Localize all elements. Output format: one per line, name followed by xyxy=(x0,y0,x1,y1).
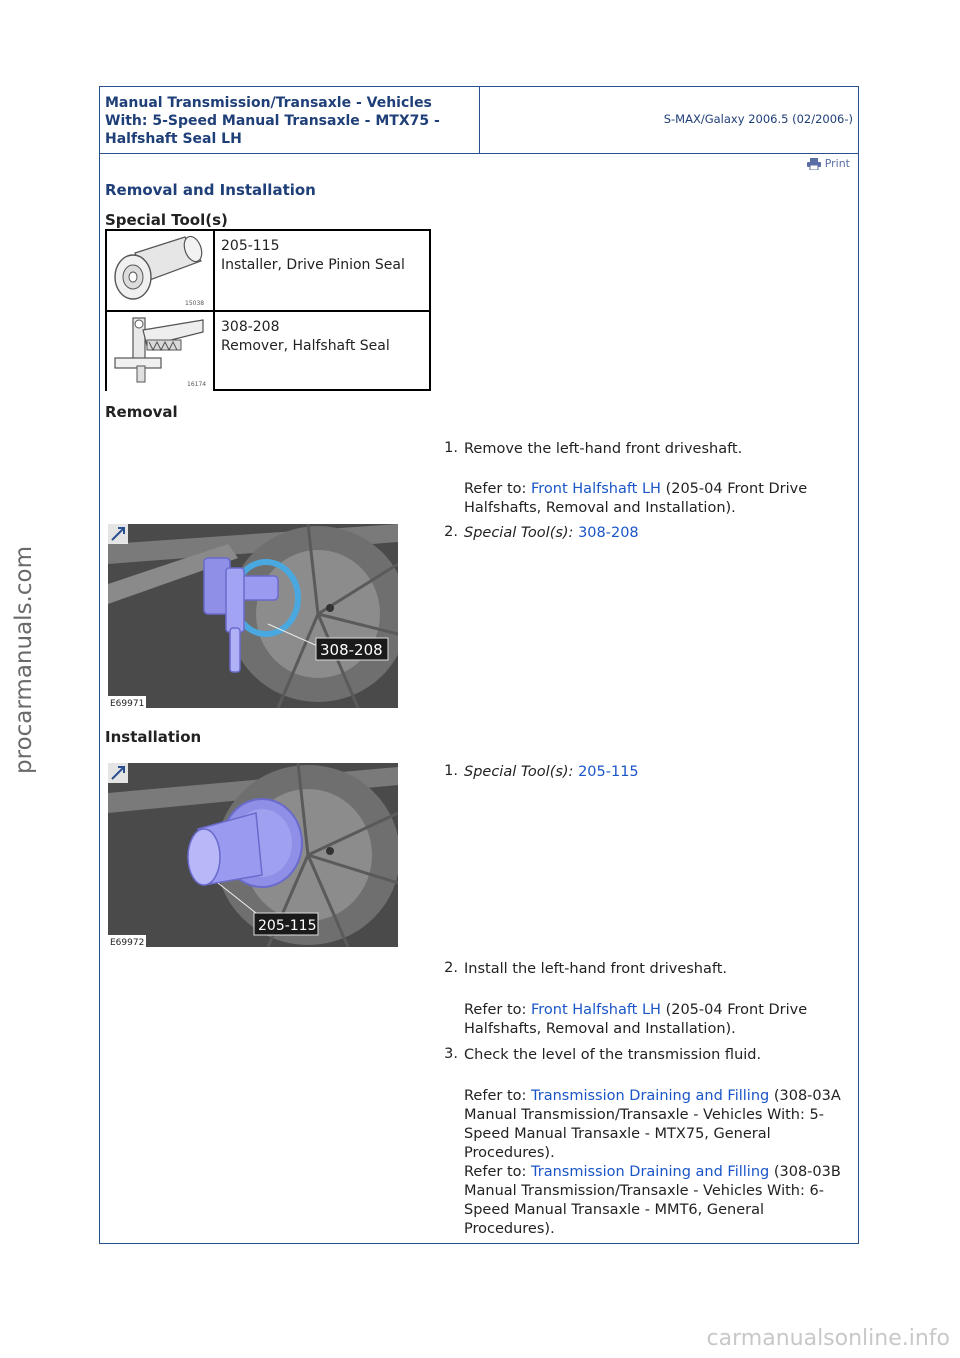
installation-heading: Installation xyxy=(105,728,202,746)
printer-icon xyxy=(807,158,821,170)
side-watermark: procarmanuals.com xyxy=(11,546,37,774)
special-tools-table xyxy=(105,229,431,391)
print-button[interactable] xyxy=(807,157,850,170)
removal-heading: Removal xyxy=(105,403,178,421)
tool-text xyxy=(221,237,405,275)
removal-step-text: Remove the left-hand front driveshaft. xyxy=(464,441,743,457)
front-halfshaft-link[interactable]: Front Halfshaft LH xyxy=(531,1002,661,1018)
removal-step-reference: Refer to: Front Halfshaft LH (205-04 Front Drive Halfshafts, Removal and Installation). xyxy=(464,481,808,516)
installation-step-text: Check the level of the transmission fluid. xyxy=(464,1047,762,1063)
transmission-draining-link[interactable]: Transmission Draining and Filling xyxy=(531,1164,770,1180)
removal-step-text: Special Tool(s): 308-208 xyxy=(464,525,639,541)
section-title: Removal and Installation xyxy=(105,181,316,199)
tool-image-installer xyxy=(107,231,215,310)
transmission-draining-link[interactable]: Transmission Draining and Filling xyxy=(531,1088,770,1104)
tool-image-code: 15038 xyxy=(185,300,205,307)
tool-image-code: 16174 xyxy=(187,381,207,388)
tool-number: 205-115 xyxy=(221,238,280,254)
photo-code: E69972 xyxy=(110,938,145,947)
page-header xyxy=(100,87,858,154)
photo-callout: 205-115 xyxy=(258,918,317,934)
installation-step-reference: Refer to: Transmission Draining and Filling (308-03A Manual Transmission/Transaxle - Vehicles With: 5-Speed Manual Transaxle - MTX75, General Procedures). Refer to: Transmission Draining and Filling (308-03B Manual Transmission/Transaxle - Vehicles With: 6-Speed Manual Transaxle - MMT6, General Procedures). xyxy=(464,1088,841,1237)
tool-308-208-link[interactable]: 308-208 xyxy=(578,525,639,541)
tool-name: Installer, Drive Pinion Seal xyxy=(221,257,405,273)
removal-step-photo xyxy=(108,524,398,708)
tool-image-remover xyxy=(107,312,215,391)
installation-step-reference: Refer to: Front Halfshaft LH (205-04 Front Drive Halfshafts, Removal and Installation). xyxy=(464,1002,808,1037)
footer-watermark: carmanualsonline.info xyxy=(706,1326,950,1351)
document-frame xyxy=(99,86,859,1244)
page-title: Manual Transmission/Transaxle - Vehicles With: 5-Speed Manual Transaxle - MTX75 - Halfshaft Seal LH xyxy=(105,95,440,147)
installation-step-text: Special Tool(s): 205-115 xyxy=(464,764,639,780)
removal-step-number: 1. xyxy=(444,440,458,456)
front-halfshaft-link[interactable]: Front Halfshaft LH xyxy=(531,481,661,497)
installation-step-photo xyxy=(108,763,398,947)
tool-number: 308-208 xyxy=(221,319,280,335)
photo-code: E69971 xyxy=(110,699,145,708)
installation-step-number: 2. xyxy=(444,960,458,976)
tool-name: Remover, Halfshaft Seal xyxy=(221,338,390,354)
installation-step-number: 3. xyxy=(444,1046,458,1062)
removal-step-number: 2. xyxy=(444,524,458,540)
print-label: Print xyxy=(824,157,850,170)
special-tools-heading: Special Tool(s) xyxy=(105,211,228,229)
installation-step-text: Install the left-hand front driveshaft. xyxy=(464,961,728,977)
photo-callout: 308-208 xyxy=(320,641,383,659)
vehicle-model: S-MAX/Galaxy 2006.5 (02/2006-) xyxy=(663,112,853,126)
tool-row xyxy=(107,312,429,391)
tool-row xyxy=(107,231,429,312)
tool-205-115-link[interactable]: 205-115 xyxy=(578,764,639,780)
installation-step-number: 1. xyxy=(444,763,458,779)
tool-text xyxy=(221,318,390,356)
